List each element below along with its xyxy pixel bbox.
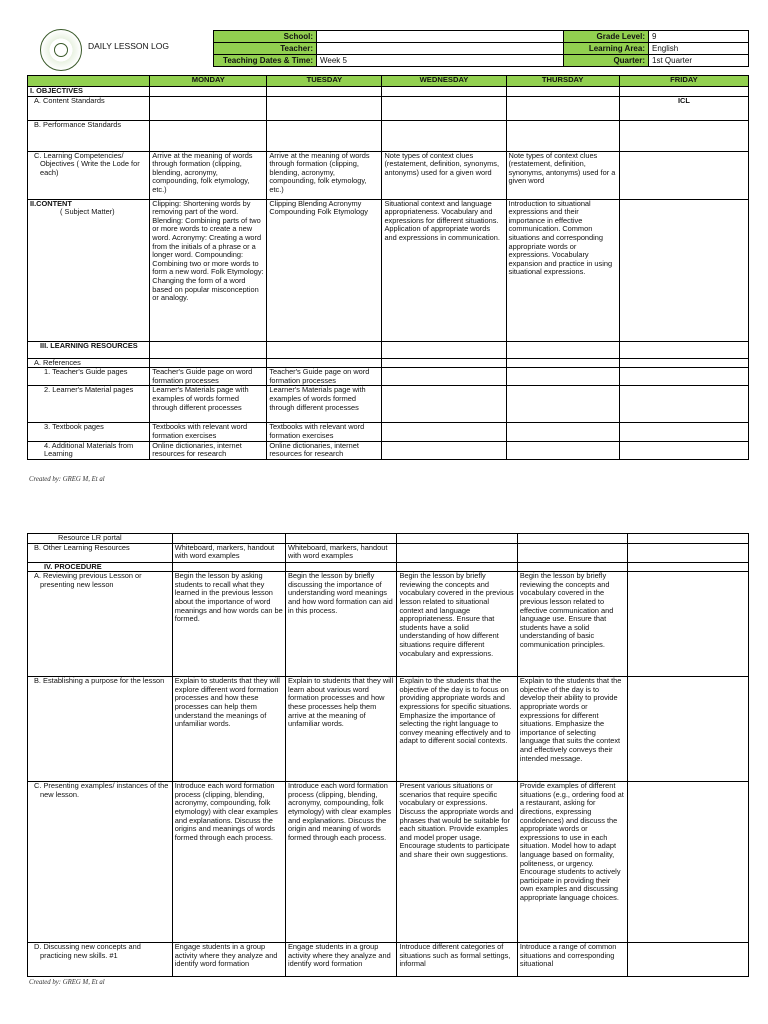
credit-line-1: Created by: GREG M, Et al [29,476,105,483]
content-heading: II.CONTENT [30,199,72,208]
textbook-pages-monday[interactable]: Textbooks with relevant word formation exercises [150,423,267,441]
quarter-label: Quarter: [564,55,649,67]
other-resources-tuesday[interactable]: Whiteboard, markers, handout with word examples [285,543,396,562]
learning-competencies-label: C. Learning Competencies/ Objectives ( Write the Lode for each) [28,151,150,199]
day-header-thursday: THURSDAY [506,76,619,87]
additional-materials-monday[interactable]: Online dictionaries, internet resources for research [150,441,267,459]
page-title: DAILY LESSON LOG [88,41,169,51]
examples-wednesday[interactable]: Present various situations or scenarios that require specific vocabulary or expressions. Discuss the appropriate words and phrases that would be suitable for each situation. Provide examples and model proper usage. Encourage students to participate and share their own suggestions. [397,782,517,943]
content-thursday[interactable]: Introduction to situational expressions and their importance in effective communication. Common situations and corresponding appropriate words or expressions. Vocabulary expansion and practice in using situational expressions. [506,199,619,341]
purpose-monday[interactable]: Explain to students that they will explore different word formation processes and how these processes can help them understand the meanings of unfamiliar words. [172,677,285,782]
purpose-tuesday[interactable]: Explain to students that they will learn about various word formation processes and how these processes help them arrive at the meaning of unfamiliar words. [285,677,396,782]
reviewing-wednesday[interactable]: Begin the lesson by briefly reviewing the concepts and vocabulary covered in the previous lesson related to situational context and language appropriateness. Ensure that students have a solid understanding of how different situations require different vocabulary and expressions. [397,572,517,677]
learning-resources-heading: III. LEARNING RESOURCES [28,341,150,358]
presenting-examples-label: C. Presenting examples/ instances of the new lesson. [28,782,173,943]
discussing-monday[interactable]: Engage students in a group activity where they analyze and identify word formation [172,943,285,977]
other-learning-resources-label: B. Other Learning Resources [28,543,173,562]
examples-monday[interactable]: Introduce each word formation process (clipping, blending, acronymy, compounding, folk etymology) with clear examples and explanations. Discuss the origins and meanings of words formed through each process. [172,782,285,943]
textbook-pages-label: 3. Textbook pages [28,423,150,441]
lesson-log-table-1 [27,75,749,460]
content-monday[interactable]: Clipping: Shortening words by removing part of the word. Blending: Combining parts of two or more words to create a new word. Acronymy: Creating a word from the initials of a phrase or a longer word. Compounding: Combining two or more words to form a new word. Folk Etymology: Changing the form of a word based on popular misconception or analogy. [150,199,267,341]
discussing-concepts-label: D. Discussing new concepts and practicing new skills. #1 [28,943,173,977]
lr-portal-label: Resource LR portal [28,534,173,544]
reviewing-lesson-label: A. Reviewing previous Lesson or presenting new lesson [28,572,173,677]
purpose-thursday[interactable]: Explain to the students that the objective of the day is to develop their ability to provide appropriate words or expressions for different situations. Emphasize the importance of selecting language that suits the context and effectively conveys their intended message. [517,677,627,782]
additional-materials-tuesday[interactable]: Online dictionaries, internet resources for research [267,441,382,459]
friday-icl-cell[interactable]: ICL [619,96,748,120]
objectives-heading: I. OBJECTIVES [28,87,150,97]
teachers-guide-monday[interactable]: Teacher's Guide page on word formation processes [150,368,267,386]
references-label: A. References [28,358,150,368]
reviewing-thursday[interactable]: Begin the lesson by briefly reviewing the concepts and vocabulary covered in the previous lesson related to effective communication and language use. Ensure that students have a solid understanding of basic communication principles. [517,572,627,677]
learning-area-value[interactable]: English [649,43,749,55]
teacher-field[interactable] [317,43,564,55]
additional-materials-label: 4. Additional Materials from Learning [28,441,150,459]
lesson-log-table-2 [27,533,749,977]
discussing-wednesday[interactable]: Introduce different categories of situations such as formal settings, informal [397,943,517,977]
content-label-cell [28,199,150,341]
teacher-label: Teacher: [214,43,317,55]
header-table [27,30,749,67]
competency-monday[interactable]: Arrive at the meaning of words through formation (clipping, blending, acronymy, compounding, folk etymology, etc.) [150,151,267,199]
content-standards-label: A. Content Standards [28,96,150,120]
quarter-value[interactable]: 1st Quarter [649,55,749,67]
credit-line-2: Created by: GREG M, Et al [29,979,105,986]
learners-material-monday[interactable]: Learner's Materials page with examples of words formed through different processes [150,386,267,423]
purpose-wednesday[interactable]: Explain to the students that the objective of the day is to focus on providing appropriate words and expressions for specific situations. Emphasize the importance of selecting the right language to convey meaning effectively and to adapt to different social contexts. [397,677,517,782]
examples-thursday[interactable]: Provide examples of different situations (e.g., ordering food at a restaurant, asking for directions, expressing condolences) and discuss the appropriate words or expressions to use in each situation. Model how to adapt language based on formality, politeness, or urgency. Encourage students to actively participate in providing their own examples and discussing appropriate language choices. [517,782,627,943]
teaching-dates-label: Teaching Dates & Time: [214,55,317,67]
performance-standards-label: B. Performance Standards [28,120,150,151]
teaching-dates-field[interactable]: Week 5 [317,55,564,67]
teachers-guide-tuesday[interactable]: Teacher's Guide page on word formation processes [267,368,382,386]
content-tuesday[interactable]: Clipping Blending Acronymy Compounding Folk Etymology [267,199,382,341]
grade-level-label: Grade Level: [564,31,649,43]
other-resources-monday[interactable]: Whiteboard, markers, handout with word examples [172,543,285,562]
learners-material-tuesday[interactable]: Learner's Materials page with examples of words formed through different processes [267,386,382,423]
day-header-tuesday: TUESDAY [267,76,382,87]
grade-level-value[interactable]: 9 [649,31,749,43]
subject-matter-label: ( Subject Matter) [60,207,115,217]
teachers-guide-label: 1. Teacher's Guide pages [28,368,150,386]
competency-tuesday[interactable]: Arrive at the meaning of words through formation (clipping, blending, acronymy, compounding, folk etymology, etc.) [267,151,382,199]
procedure-heading: IV. PROCEDURE [28,562,173,572]
learning-area-label: Learning Area: [564,43,649,55]
establishing-purpose-label: B. Establishing a purpose for the lesson [28,677,173,782]
day-header-monday: MONDAY [150,76,267,87]
textbook-pages-tuesday[interactable]: Textbooks with relevant word formation exercises [267,423,382,441]
reviewing-tuesday[interactable]: Begin the lesson by briefly discussing the importance of understanding word meanings and how word formation can aid in this process. [285,572,396,677]
competency-wednesday[interactable]: Note types of context clues (restatement, definition, synonyms, antonyms) used for a given word [382,151,506,199]
day-header-wednesday: WEDNESDAY [382,76,506,87]
competency-thursday[interactable]: Note types of context clues (restatement, definition, synonyms, antonyms) used for a given word [506,151,619,199]
learners-material-label: 2. Learner's Material pages [28,386,150,423]
school-label: School: [214,31,317,43]
day-header-friday: FRIDAY [619,76,748,87]
discussing-thursday[interactable]: Introduce a range of common situations and corresponding situational [517,943,627,977]
discussing-tuesday[interactable]: Engage students in a group activity where they analyze and identify word formation [285,943,396,977]
reviewing-monday[interactable]: Begin the lesson by asking students to recall what they learned in the previous lesson about the importance of word meanings and how words can be formed. [172,572,285,677]
content-wednesday[interactable]: Situational context and language appropriateness. Vocabulary and expressions for different situations. Application of appropriate words and expressions in communication. [382,199,506,341]
school-field[interactable] [317,31,564,43]
examples-tuesday[interactable]: Introduce each word formation process (clipping, blending, acronymy, compounding, folk etymology) with clear examples and explanations. Discuss the origin and meaning of words formed through each process. [285,782,396,943]
